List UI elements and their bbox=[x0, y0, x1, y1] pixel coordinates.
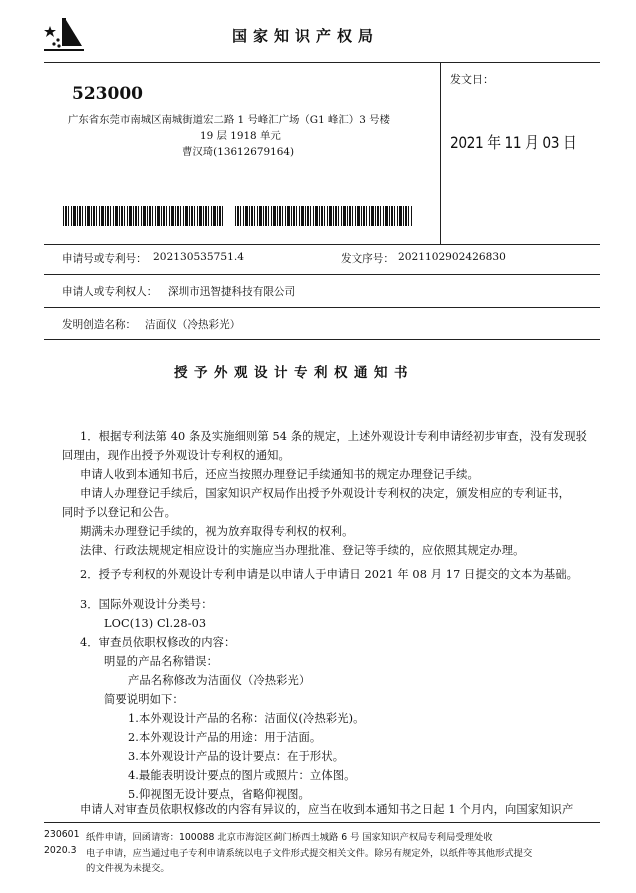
applicant-value: 深圳市迅智捷科技有限公司 bbox=[168, 286, 296, 298]
body-p2: 2．授予专利权的外观设计专利申请是以申请人于申请日 2021 年 08 月 17 日提交的文本为基础。 bbox=[80, 568, 579, 581]
barcode-right bbox=[235, 206, 413, 226]
application-no-label: 申请号或专利号： bbox=[62, 253, 147, 265]
issue-date-label: 发文日： bbox=[450, 73, 494, 86]
body-p4-item: 1.本外观设计产品的名称：洁面仪(冷热彩光)。 bbox=[128, 712, 365, 725]
footer-line-2: 电子申请，应当通过电子专利申请系统以电子文件形式提交相关文件。除另有规定外，以纸件等其他形式提交 bbox=[86, 848, 533, 859]
footer-line-3: 的文件视为未提交。 bbox=[86, 863, 170, 874]
serial-no-value: 2021102902426830 bbox=[398, 251, 506, 263]
address-line-2: 19 层 1918 单元 bbox=[200, 130, 281, 142]
body-p1-line1: 1．根据专利法第 40 条及实施细则第 54 条的规定，上述外观设计专利申请经初步审查，没有发现驳 bbox=[80, 430, 588, 443]
body-p4-sub1-item: 产品名称修改为洁面仪（冷热彩光） bbox=[128, 674, 311, 687]
body-p1-line7: 法律、行政法规规定相应设计的实施应当办理批准、登记等手续的，应依照其规定办理。 bbox=[80, 544, 525, 557]
body-p4-label: 4．审查员依职权修改的内容： bbox=[80, 636, 236, 649]
invention-value: 洁面仪（冷热彩光） bbox=[145, 319, 241, 331]
office-name: 国家知识产权局 bbox=[232, 27, 380, 45]
address-line-1: 广东省东莞市南城区南城街道宏二路 1 号峰汇广场（G1 峰汇）3 号楼 bbox=[68, 114, 390, 126]
footer-line-1: 纸件申请，回函请寄：100088 北京市海淀区蓟门桥西土城路 6 号 国家知识产权局专利局受理处收 bbox=[86, 832, 493, 843]
body-p3-label: 3．国际外观设计分类号： bbox=[80, 598, 213, 611]
body-p3-value: LOC(13) Cl.28-03 bbox=[104, 617, 207, 630]
body-p1-line4: 申请人办理登记手续后，国家知识产权局作出授予外观设计专利权的决定，颁发相应的专利证书， bbox=[80, 487, 571, 500]
recipient: 曹汉琦(13612679164) bbox=[182, 146, 294, 158]
body-p1-line6: 期满未办理登记手续的，视为放弃取得专利权的权利。 bbox=[80, 525, 354, 538]
issue-date-value: 2021 年 11 月 03 日 bbox=[450, 133, 577, 152]
body-p1-line3: 申请人收到本通知书后，还应当按照办理登记手续通知书的规定办理登记手续。 bbox=[80, 468, 479, 481]
body-closing: 申请人对审查员依职权修改的内容有异议的，应当在收到本通知书之日起 1 个月内，向国家知识产 bbox=[80, 803, 574, 816]
emblem-logo-icon bbox=[44, 16, 84, 52]
body-p4-item: 2.本外观设计产品的用途：用于洁面。 bbox=[128, 731, 322, 744]
postal-code: 523000 bbox=[72, 84, 143, 104]
body-p4-item: 4.最能表明设计要点的图片或照片：立体图。 bbox=[128, 769, 356, 782]
barcode-left bbox=[63, 206, 223, 226]
body-p1-line2: 回理由，现作出授予外观设计专利权的通知。 bbox=[62, 449, 290, 462]
body-p4-item: 3.本外观设计产品的设计要点：在于形状。 bbox=[128, 750, 345, 763]
body-p4-sub1: 明显的产品名称错误： bbox=[104, 655, 218, 668]
body-p4-sub2: 简要说明如下： bbox=[104, 693, 184, 706]
footer-code-2: 2020.3 bbox=[44, 845, 77, 856]
body-p1-line5: 同时予以登记和公告。 bbox=[62, 506, 176, 519]
applicant-label: 申请人或专利权人： bbox=[62, 286, 158, 298]
notice-title: 授予外观设计专利权通知书 bbox=[174, 365, 414, 381]
invention-label: 发明创造名称： bbox=[62, 319, 137, 331]
footer-code-1: 230601 bbox=[44, 829, 80, 840]
body-p4-item: 5.仰视图无设计要点，省略仰视图。 bbox=[128, 788, 310, 801]
serial-no-label: 发文序号： bbox=[341, 253, 394, 265]
application-no-value: 202130535751.4 bbox=[153, 251, 244, 263]
